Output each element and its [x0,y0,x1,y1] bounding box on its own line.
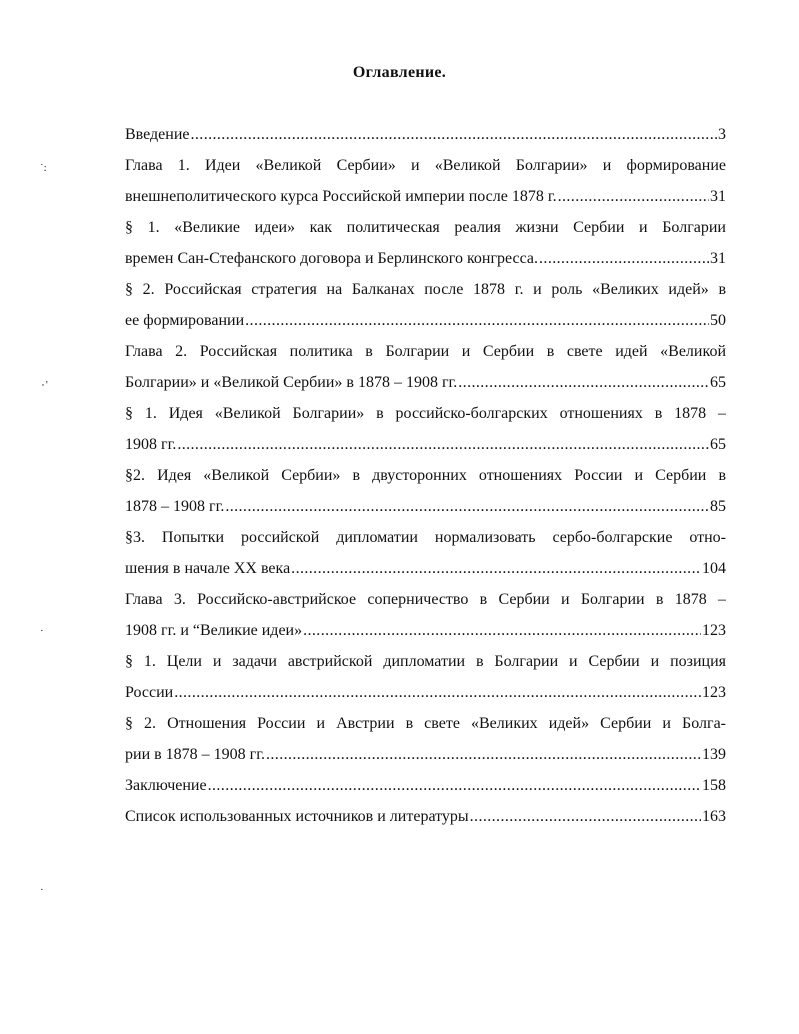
toc-entry-title-line: §3. Попытки российской дипломатии нормализовать сербо-болгарские отно- [125,529,726,546]
toc-line [125,243,726,274]
toc-entry-title: 1878 – 1908 гг. [125,498,225,515]
toc-line [125,615,726,646]
toc-entry-title-line: § 2. Отношения России и Австрии в свете «Великих идей» Сербии и Болга- [125,715,726,732]
leader-dots [303,615,701,646]
toc-entry-chapter-3[interactable] [125,584,726,646]
toc-entry-title: 1908 гг. и “Великие идеи» [125,622,303,639]
toc-page-number: 85 [710,498,726,515]
toc-entry-title: 1908 гг. [125,436,177,453]
toc-page-number: 158 [702,777,726,794]
toc-entry-title-line: Глава 1. Идеи «Великой Сербии» и «Великой Болгарии» и формирование [125,157,726,174]
toc-entry-title: Болгарии» и «Великой Сербии» в 1878 – 1908 гг. [125,374,458,391]
toc-entry-title-line: Глава 2. Российская политика в Болгарии и Сербии в свете идей «Великой [125,343,726,360]
toc-entry-chapter-1-section-2[interactable] [125,274,726,336]
toc-line [125,801,726,832]
toc-entry-title: времен Сан-Стефанского договора и Берлинского конгресса. [125,250,539,267]
toc-page-number: 65 [710,436,726,453]
toc-page-number: 123 [702,684,726,701]
toc-entry-title: рии в 1878 – 1908 гг. [125,746,265,763]
toc-entry-chapter-3-section-1[interactable] [125,646,726,708]
toc-entry-chapter-2-section-1[interactable] [125,398,726,460]
toc-page-number: 31 [710,188,726,205]
toc-entry-title: шения в начале XX века [125,560,291,577]
toc-line [125,367,726,398]
toc-entry-chapter-1-section-1[interactable] [125,212,726,274]
toc-page-number: 3 [718,126,726,143]
toc-line [125,491,726,522]
toc-page-number: 104 [702,560,726,577]
scan-speck: · [40,884,44,896]
toc-entry-title-line: § 1. Цели и задачи австрийской дипломатии в Болгарии и Сербии и позиция [125,653,726,670]
leader-dots [458,367,709,398]
toc-entry-chapter-2-section-2[interactable] [125,460,726,522]
toc-page-number: 31 [710,250,726,267]
toc-entry-chapter-3-section-2[interactable] [125,708,726,770]
toc-entry-title: Заключение [125,777,207,794]
leader-dots [558,181,709,212]
scan-speck: · [40,625,44,637]
toc-entry-title: России [125,684,174,701]
toc-line [125,429,726,460]
toc-page-number: 50 [710,312,726,329]
toc-line [125,770,726,801]
toc-entry-title: внешнеполитического курса Российской империи после 1878 г. [125,188,557,205]
toc-entry-introduction[interactable] [125,119,726,150]
toc-line [125,553,726,584]
leader-dots [470,801,701,832]
toc-line [125,119,726,150]
leader-dots [225,491,709,522]
toc-entry-title-line: §2. Идея «Великой Сербии» в двусторонних отношениях России и Сербии в [125,467,726,484]
toc-entry-title-line: § 1. «Великие идеи» как политическая реалия жизни Сербии и Болгарии [125,219,726,236]
toc-line [125,739,726,770]
leader-dots [177,429,709,460]
toc-entry-title: Список использованных источников и литературы [125,808,469,825]
toc-entry-bibliography[interactable] [125,801,726,832]
leader-dots [174,677,701,708]
toc-page-number: 139 [702,746,726,763]
leader-dots [208,770,701,801]
toc-entry-title: ее формировании [125,312,245,329]
toc-page-number: 163 [702,808,726,825]
toc-entry-chapter-2-section-3[interactable] [125,522,726,584]
toc-entry-conclusion[interactable] [125,770,726,801]
toc-line [125,181,726,212]
toc-entry-title-line: Глава 3. Российско-австрийское соперничество в Сербии и Болгарии в 1878 – [125,591,726,608]
scan-speck: ٠' [40,379,48,391]
leader-dots [191,119,718,150]
toc-line [125,305,726,336]
toc-entry-chapter-1[interactable] [125,150,726,212]
leader-dots [245,305,709,336]
leader-dots [539,243,709,274]
leader-dots [266,739,701,770]
scan-speck: ˙: [40,162,47,174]
toc-entry-title-line: § 2. Российская стратегия на Балканах после 1878 г. и роль «Великих идей» в [125,281,726,298]
toc-entry-title: Введение [125,126,190,143]
toc-page-number: 123 [702,622,726,639]
leader-dots [291,553,701,584]
table-of-contents [125,119,726,832]
toc-line [125,677,726,708]
toc-entry-chapter-2[interactable] [125,336,726,398]
toc-page-number: 65 [710,374,726,391]
page-title: Оглавление. [352,64,447,81]
toc-entry-title-line: § 1. Идея «Великой Болгарии» в российско-болгарских отношениях в 1878 – [125,405,726,422]
